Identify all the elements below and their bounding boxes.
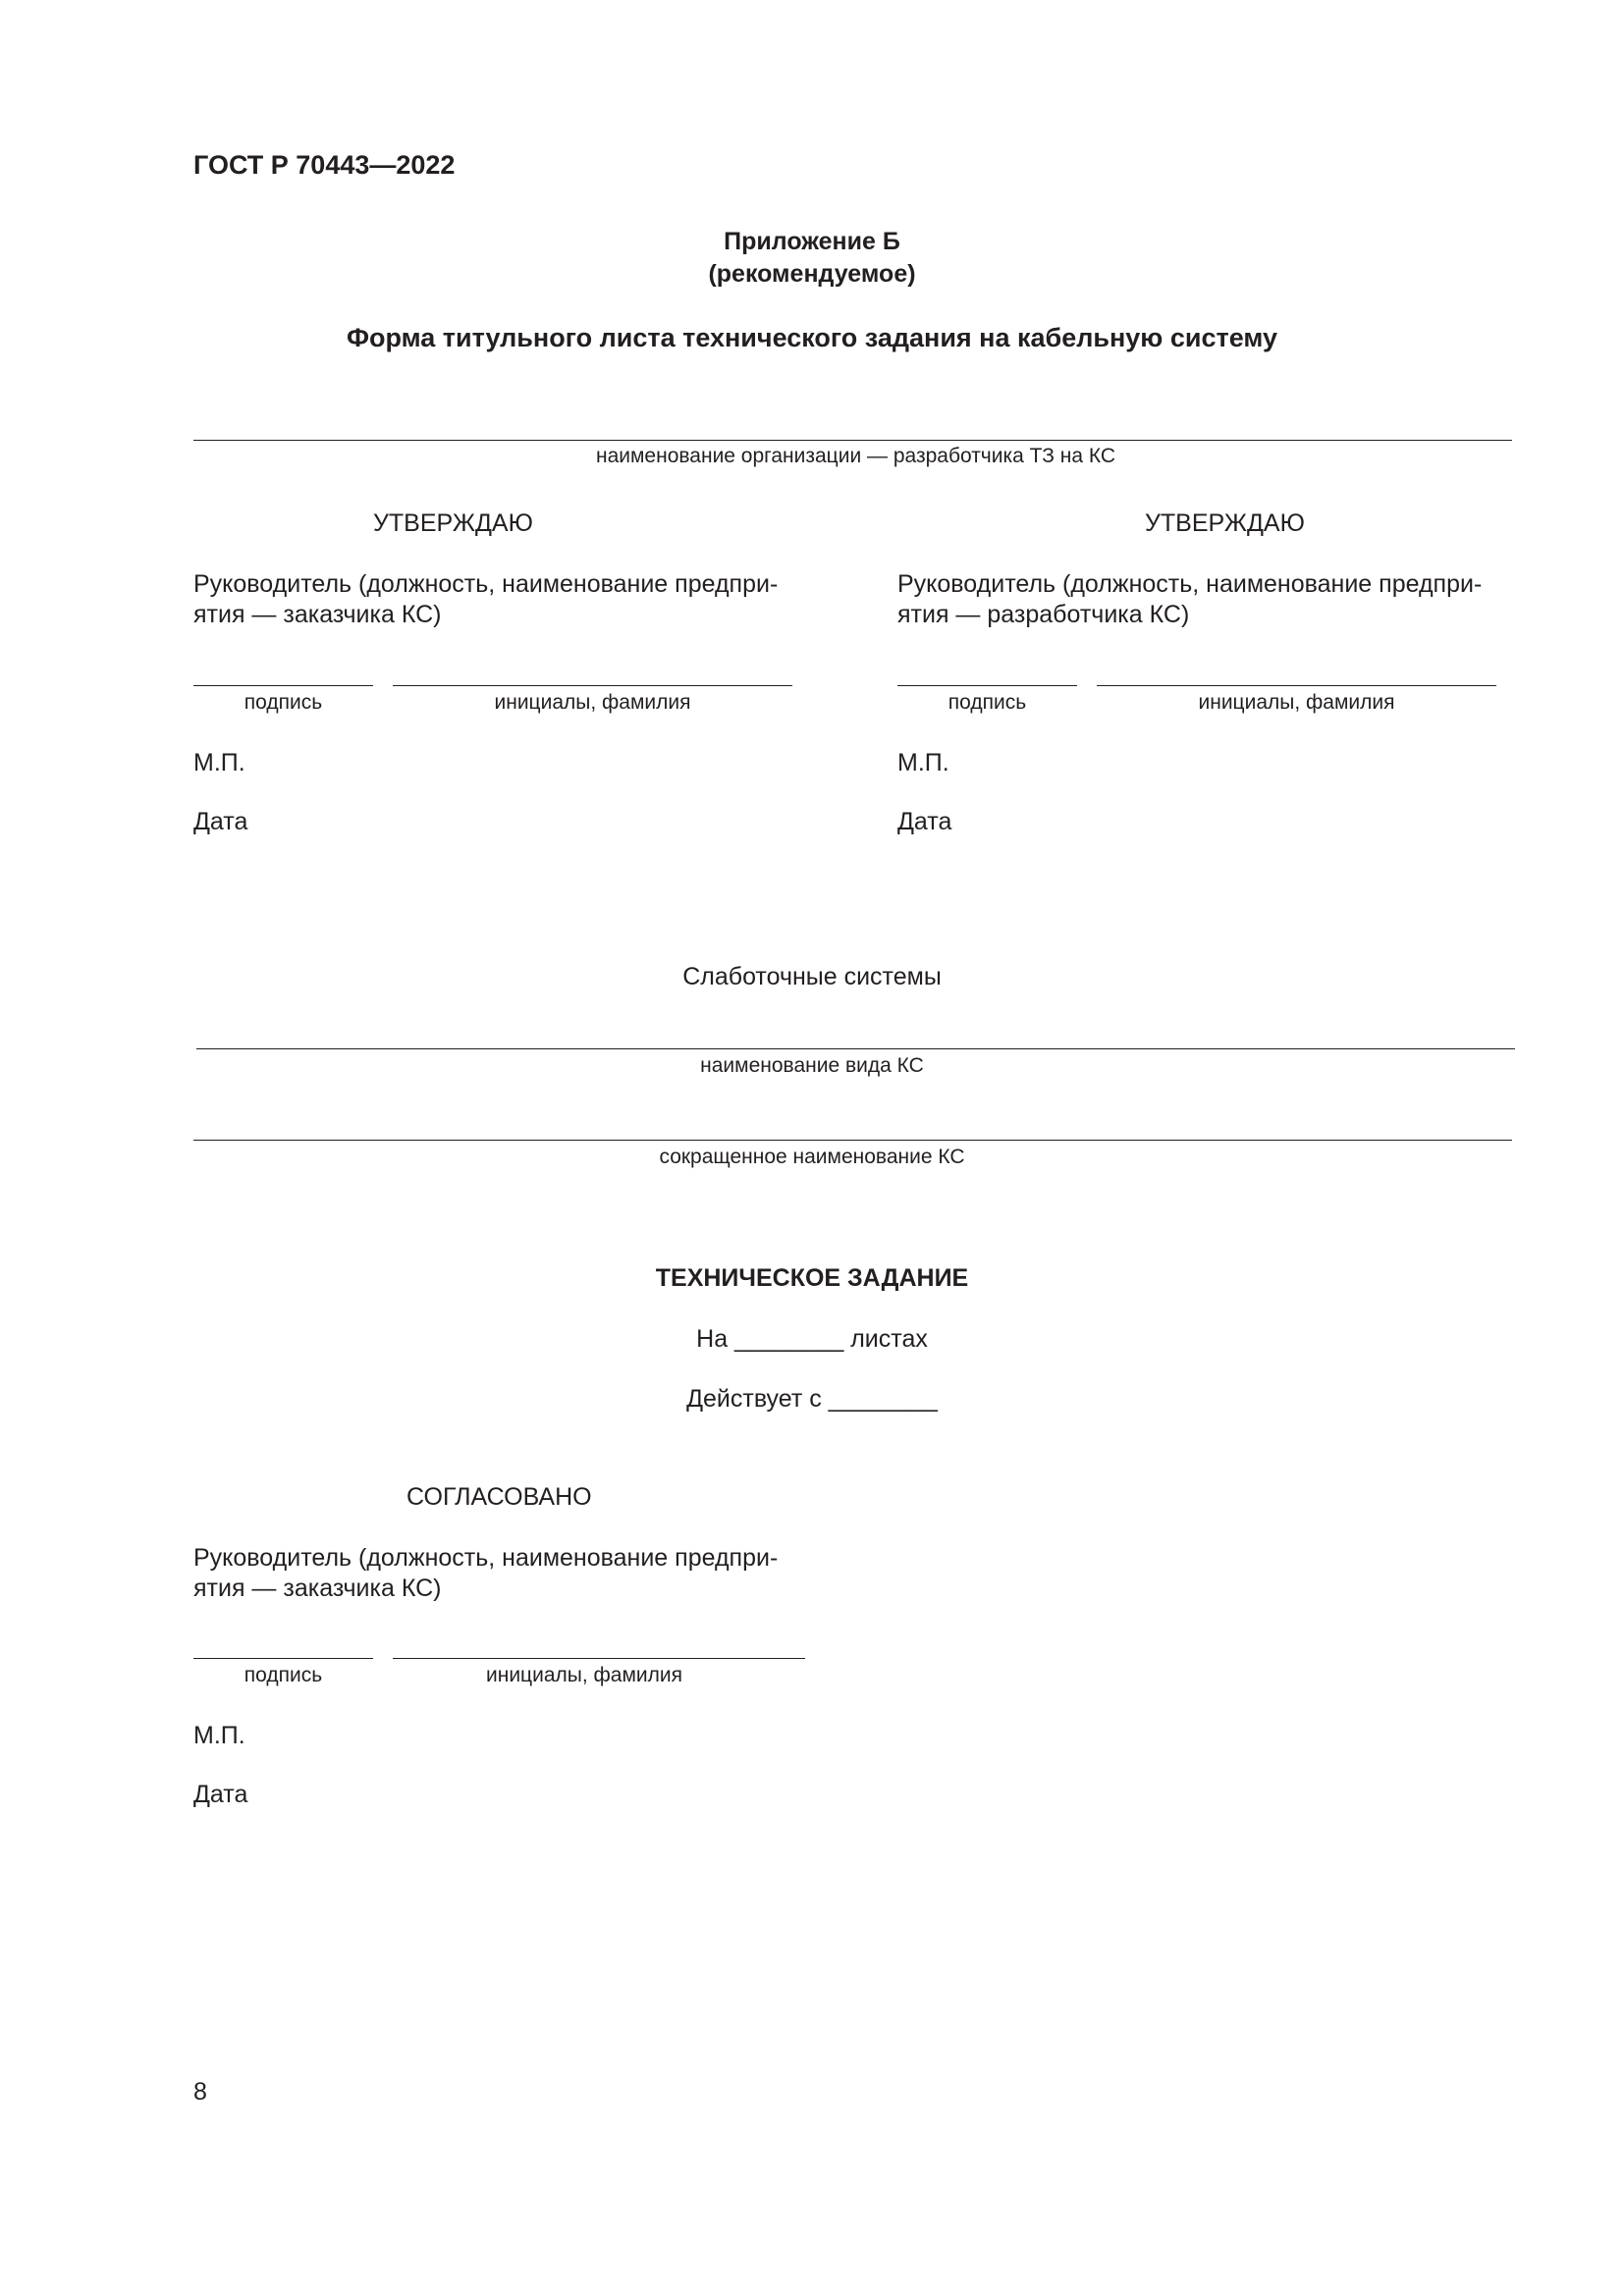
- tz-valid-line: Действует с ________: [686, 1385, 938, 1413]
- approve-right-name-caption: инициалы, фамилия: [1198, 691, 1395, 714]
- agreed-heading: СОГЛАСОВАНО: [406, 1483, 592, 1511]
- approve-left-heading: УТВЕРЖДАЮ: [373, 509, 533, 537]
- appendix-label: Приложение Б: [724, 228, 900, 255]
- approve-left-name-line: [393, 685, 792, 686]
- approve-left-name-caption: инициалы, фамилия: [494, 691, 691, 714]
- system-name: Слаботочные системы: [682, 963, 942, 990]
- approve-left-line2: ятия — заказчика КС): [193, 601, 442, 628]
- approve-right-name-line: [1097, 685, 1496, 686]
- tz-pages-line: На ________ листах: [696, 1325, 928, 1353]
- org-name-line: [193, 440, 1512, 441]
- page-number: 8: [193, 2078, 207, 2106]
- approve-left-signature-caption: подпись: [244, 691, 323, 714]
- approve-right-signature-caption: подпись: [947, 691, 1027, 714]
- agreed-line1: Руководитель (должность, наименование предпри-: [193, 1544, 779, 1572]
- approve-right-date: Дата: [897, 808, 952, 835]
- approve-right-line1: Руководитель (должность, наименование предпри-: [897, 570, 1483, 598]
- agreed-stamp: М.П.: [193, 1722, 245, 1749]
- agreed-line2: ятия — заказчика КС): [193, 1575, 442, 1602]
- tz-heading: ТЕХНИЧЕСКОЕ ЗАДАНИЕ: [655, 1264, 969, 1292]
- approve-left-date: Дата: [193, 808, 248, 835]
- approve-right-line2: ятия — разработчика КС): [897, 601, 1190, 628]
- agreed-signature-line: [193, 1658, 373, 1659]
- approve-left-stamp: М.П.: [193, 749, 245, 776]
- org-name-caption: наименование организации — разработчика ТЗ на КС: [595, 445, 1116, 467]
- agreed-name-line: [393, 1658, 805, 1659]
- approve-left-line1: Руководитель (должность, наименование предпри-: [193, 570, 779, 598]
- approve-left-signature-line: [193, 685, 373, 686]
- agreed-signature-caption: подпись: [244, 1664, 323, 1686]
- system-short-line: [193, 1140, 1512, 1141]
- approve-right-signature-line: [897, 685, 1077, 686]
- system-type-caption: наименование вида КС: [700, 1054, 924, 1077]
- approve-right-stamp: М.П.: [897, 749, 949, 776]
- page-title: Форма титульного листа технического задания на кабельную систему: [346, 323, 1278, 352]
- agreed-name-caption: инициалы, фамилия: [486, 1664, 682, 1686]
- system-type-line: [196, 1048, 1515, 1049]
- standard-header: ГОСТ Р 70443—2022: [193, 150, 456, 180]
- system-short-caption: сокращенное наименование КС: [659, 1146, 965, 1168]
- agreed-date: Дата: [193, 1781, 248, 1808]
- appendix-status: (рекомендуемое): [708, 260, 916, 288]
- approve-right-heading: УТВЕРЖДАЮ: [1145, 509, 1305, 537]
